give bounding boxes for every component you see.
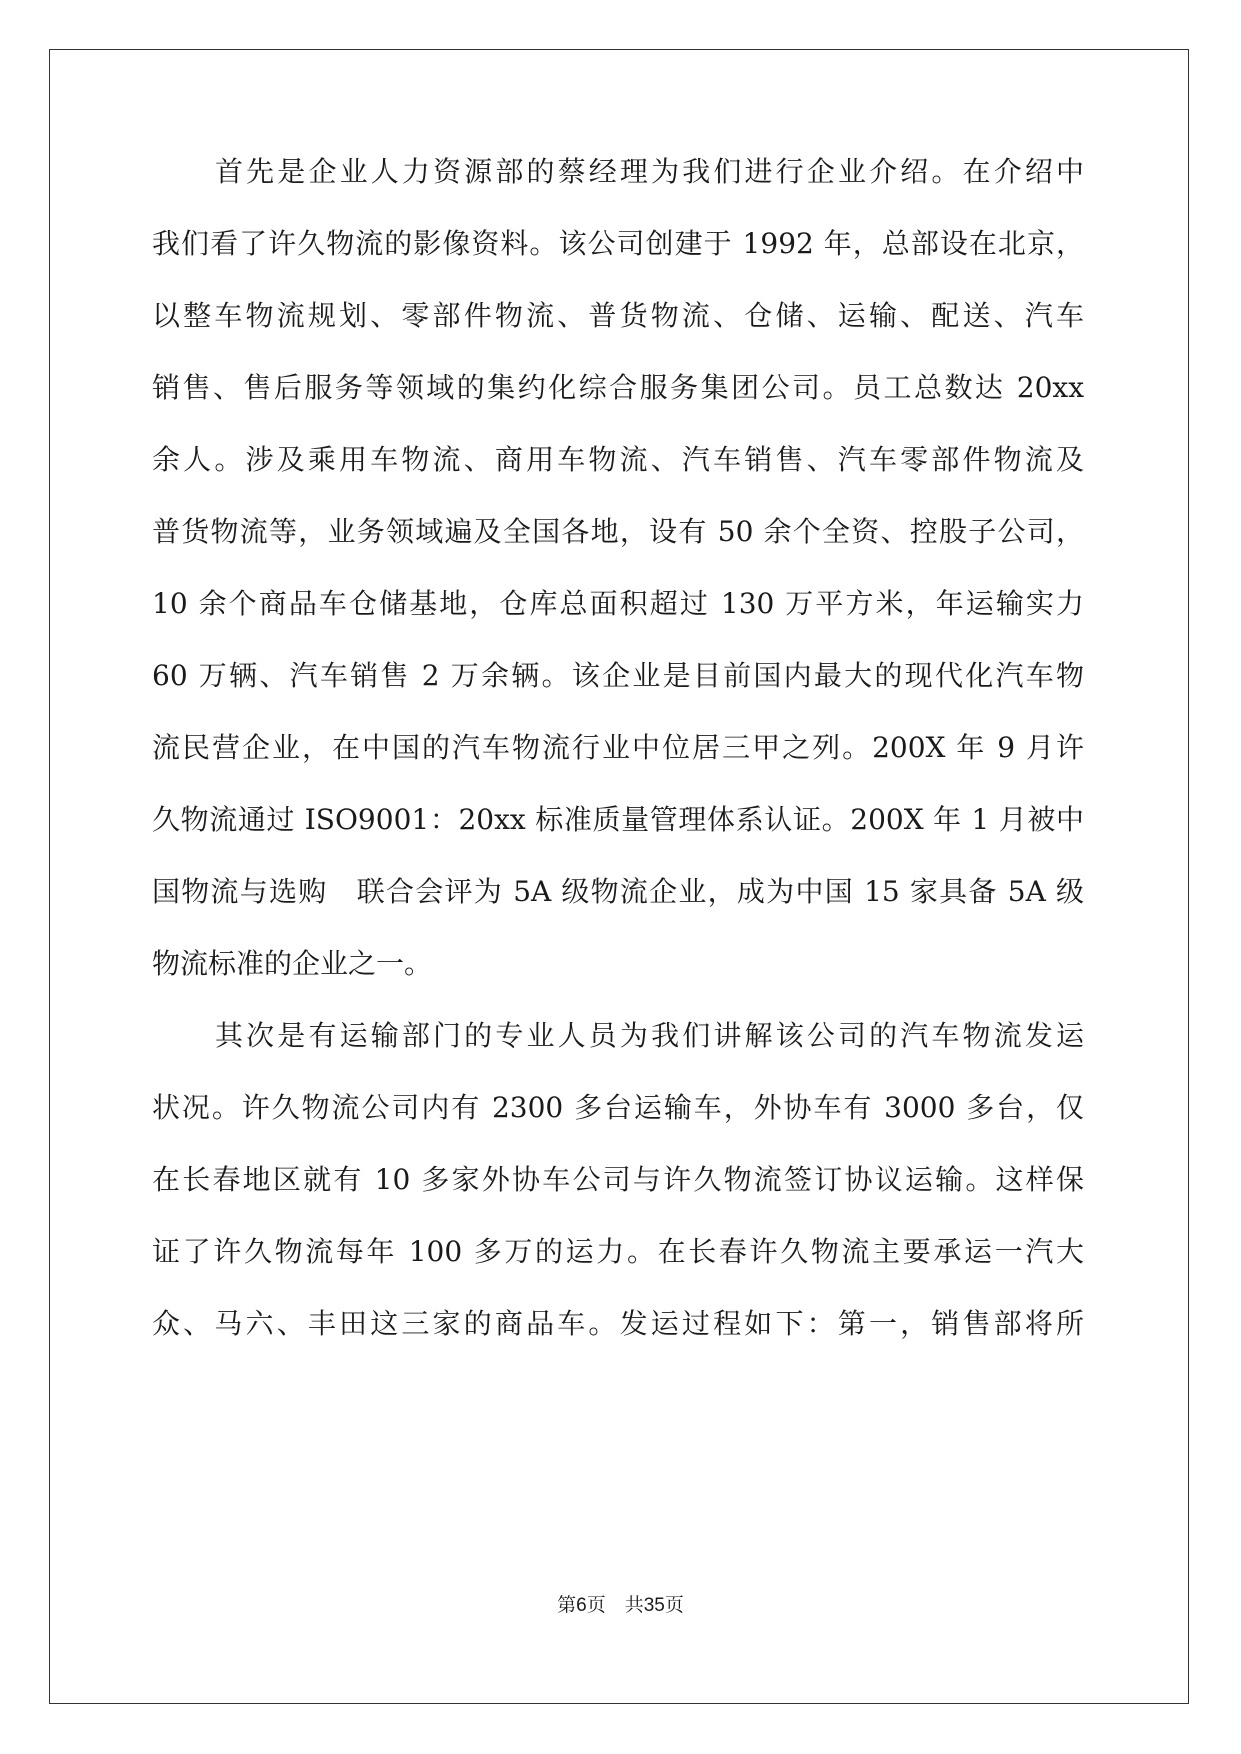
paragraph-1-line-3: 以整车物流规划、零部件物流、普货物流、仓储、运输、配送、汽车: [152, 299, 1084, 332]
footer-total-suffix: 页: [664, 1594, 684, 1616]
paragraph-1-line-5: 余人。涉及乘用车物流、商用车物流、汽车销售、汽车零部件物流及: [152, 443, 1084, 476]
paragraph-1-line-7: 10 余个商品车仓储基地，仓库总面积超过 130 万平方米，年运输实力: [152, 587, 1084, 620]
footer-total-prefix: 共: [624, 1594, 644, 1616]
page-footer: [0, 1590, 1241, 1617]
paragraph-2-line-5: 众、马六、丰田这三家的商品车。发运过程如下：第一，销售部将所: [152, 1307, 1084, 1340]
paragraph-1-line-9: 流民营企业，在中国的汽车物流行业中位居三甲之列。200X 年 9 月许: [152, 731, 1084, 764]
paragraph-2-line-3: 在长春地区就有 10 多家外协车公司与许久物流签订协议运输。这样保: [152, 1163, 1084, 1196]
footer-prefix: 第: [557, 1594, 577, 1616]
paragraph-1-line-11: 国物流与选购 联合会评为 5A 级物流企业，成为中国 15 家具备 5A 级: [152, 875, 1084, 908]
footer-page-suffix: 页: [586, 1594, 606, 1616]
paragraph-2-line-2: 状况。许久物流公司内有 2300 多台运输车，外协车有 3000 多台，仅: [152, 1091, 1084, 1124]
current-page-number: 6: [576, 1595, 587, 1616]
total-pages-number: 35: [643, 1595, 665, 1616]
paragraph-1-line-10: 久物流通过 ISO9001：20xx 标准质量管理体系认证。200X 年 1 月被中: [152, 803, 1084, 836]
paragraph-1-line-12: 物流标准的企业之一。: [152, 947, 433, 980]
paragraph-1-line-6: 普货物流等，业务领域遍及全国各地，设有 50 余个全资、控股子公司，: [152, 515, 1084, 548]
paragraph-2-line-1: 其次是有运输部门的专业人员为我们讲解该公司的汽车物流发运: [215, 1019, 1084, 1052]
paragraph-1-line-2: 我们看了许久物流的影像资料。该公司创建于 1992 年，总部设在北京，: [152, 227, 1084, 260]
paragraph-1-line-4: 销售、售后服务等领域的集约化综合服务集团公司。员工总数达 20xx: [152, 371, 1084, 404]
paragraph-1-line-1: 首先是企业人力资源部的蔡经理为我们进行企业介绍。在介绍中: [215, 155, 1084, 188]
paragraph-1-line-8: 60 万辆、汽车销售 2 万余辆。该企业是目前国内最大的现代化汽车物: [152, 659, 1084, 692]
paragraph-2-line-4: 证了许久物流每年 100 多万的运力。在长春许久物流主要承运一汽大: [152, 1235, 1084, 1268]
